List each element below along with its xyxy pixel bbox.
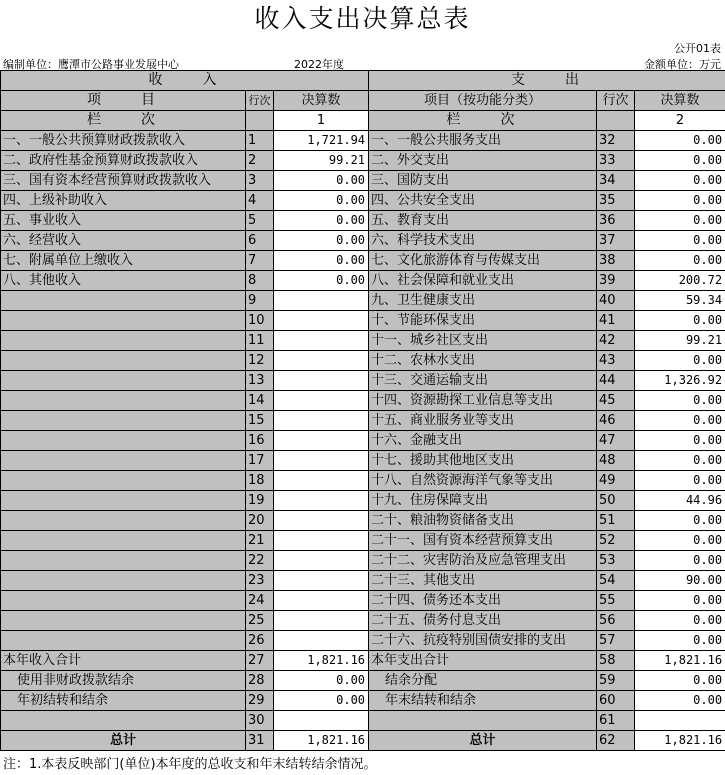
income-row-no: 28 bbox=[246, 671, 274, 691]
income-row-no: 12 bbox=[246, 351, 274, 371]
income-amount: 1,821.16 bbox=[274, 731, 369, 751]
income-amount: 1,821.16 bbox=[274, 651, 369, 671]
expense-item: 二十五、债务付息支出 bbox=[369, 611, 597, 631]
report-title: 收入支出决算总表 bbox=[254, 4, 471, 33]
income-row-no: 14 bbox=[246, 391, 274, 411]
expense-item: 七、文化旅游体育与传媒支出 bbox=[369, 251, 597, 271]
table-row bbox=[1, 231, 725, 251]
table-row bbox=[1, 271, 725, 291]
expense-row-no: 33 bbox=[597, 151, 635, 171]
expense-amount: 0.00 bbox=[635, 311, 725, 331]
expense-item bbox=[369, 711, 597, 731]
income-row-no: 6 bbox=[246, 231, 274, 251]
income-item: 六、经营收入 bbox=[1, 231, 246, 251]
income-amount bbox=[274, 611, 369, 631]
income-row-no: 26 bbox=[246, 631, 274, 651]
income-item: 八、其他收入 bbox=[1, 271, 246, 291]
income-row-no: 5 bbox=[246, 211, 274, 231]
income-amount: 99.21 bbox=[274, 151, 369, 171]
expense-item: 十九、住房保障支出 bbox=[369, 491, 597, 511]
income-row-no: 7 bbox=[246, 251, 274, 271]
expense-col-label: 栏 次 bbox=[369, 111, 597, 131]
expense-amount: 0.00 bbox=[635, 691, 725, 711]
income-item bbox=[1, 511, 246, 531]
income-item bbox=[1, 431, 246, 451]
income-item bbox=[1, 371, 246, 391]
table-row bbox=[1, 631, 725, 651]
income-amount bbox=[274, 311, 369, 331]
income-item: 四、上级补助收入 bbox=[1, 191, 246, 211]
income-row-no: 29 bbox=[246, 691, 274, 711]
expense-row-no: 34 bbox=[597, 171, 635, 191]
expense-item: 二十四、债务还本支出 bbox=[369, 591, 597, 611]
expense-row-no: 42 bbox=[597, 331, 635, 351]
expense-item: 十四、资源勘探工业信息等支出 bbox=[369, 391, 597, 411]
income-item bbox=[1, 451, 246, 471]
expense-amount: 0.00 bbox=[635, 471, 725, 491]
income-expense-table bbox=[0, 70, 725, 751]
expense-item: 年末结转和结余 bbox=[369, 691, 597, 711]
table-row bbox=[1, 491, 725, 511]
table-row bbox=[1, 411, 725, 431]
expense-row-no: 45 bbox=[597, 391, 635, 411]
expense-amount: 0.00 bbox=[635, 191, 725, 211]
expense-row-no: 48 bbox=[597, 451, 635, 471]
income-item: 本年收入合计 bbox=[1, 651, 246, 671]
income-item bbox=[1, 611, 246, 631]
expense-row-no: 36 bbox=[597, 211, 635, 231]
table-row bbox=[1, 331, 725, 351]
expense-amount: 0.00 bbox=[635, 351, 725, 371]
table-row bbox=[1, 351, 725, 371]
income-row-no: 23 bbox=[246, 571, 274, 591]
income-item bbox=[1, 391, 246, 411]
expense-item: 本年支出合计 bbox=[369, 651, 597, 671]
expense-row-no: 51 bbox=[597, 511, 635, 531]
expense-row-no: 52 bbox=[597, 531, 635, 551]
expense-row-no: 55 bbox=[597, 591, 635, 611]
income-amount-header: 决算数 bbox=[274, 91, 369, 111]
income-row-no: 21 bbox=[246, 531, 274, 551]
expense-item: 十二、农林水支出 bbox=[369, 351, 597, 371]
income-item bbox=[1, 411, 246, 431]
table-row bbox=[1, 311, 725, 331]
income-item: 三、国有资本经营预算财政拨款收入 bbox=[1, 171, 246, 191]
expense-row-no: 60 bbox=[597, 691, 635, 711]
expense-row-no: 59 bbox=[597, 671, 635, 691]
income-amount: 0.00 bbox=[274, 231, 369, 251]
expense-item: 九、卫生健康支出 bbox=[369, 291, 597, 311]
income-row-no: 9 bbox=[246, 291, 274, 311]
expense-amount: 1,821.16 bbox=[635, 651, 725, 671]
expense-amount: 0.00 bbox=[635, 531, 725, 551]
income-amount bbox=[274, 491, 369, 511]
expense-item: 二十、粮油物资储备支出 bbox=[369, 511, 597, 531]
income-item: 年初结转和结余 bbox=[1, 691, 246, 711]
expense-amount: 0.00 bbox=[635, 591, 725, 611]
expense-amount: 0.00 bbox=[635, 131, 725, 151]
income-item bbox=[1, 331, 246, 351]
expense-row-no: 62 bbox=[597, 731, 635, 751]
income-amount bbox=[274, 511, 369, 531]
income-item bbox=[1, 631, 246, 651]
expense-amount: 0.00 bbox=[635, 171, 725, 191]
expense-item: 十八、自然资源海洋气象等支出 bbox=[369, 471, 597, 491]
expense-col-number: 2 bbox=[635, 111, 725, 131]
income-row-no: 30 bbox=[246, 711, 274, 731]
expense-amount: 59.34 bbox=[635, 291, 725, 311]
income-row-no-header: 行次 bbox=[246, 91, 274, 111]
income-amount bbox=[274, 391, 369, 411]
income-row-no: 18 bbox=[246, 471, 274, 491]
income-item bbox=[1, 471, 246, 491]
income-amount bbox=[274, 711, 369, 731]
income-amount bbox=[274, 531, 369, 551]
expense-col-blank bbox=[597, 111, 635, 131]
income-row-no: 31 bbox=[246, 731, 274, 751]
expense-row-no: 47 bbox=[597, 431, 635, 451]
expense-amount: 0.00 bbox=[635, 611, 725, 631]
income-item bbox=[1, 571, 246, 591]
income-row-no: 8 bbox=[246, 271, 274, 291]
report-header-info bbox=[0, 38, 725, 70]
expense-amount: 0.00 bbox=[635, 251, 725, 271]
income-row-no: 2 bbox=[246, 151, 274, 171]
expense-row-no-header: 行次 bbox=[597, 91, 635, 111]
income-row-no: 13 bbox=[246, 371, 274, 391]
expense-row-no: 32 bbox=[597, 131, 635, 151]
income-item bbox=[1, 531, 246, 551]
income-row-no: 16 bbox=[246, 431, 274, 451]
column-index-row bbox=[1, 111, 725, 131]
expense-item: 五、教育支出 bbox=[369, 211, 597, 231]
income-amount: 0.00 bbox=[274, 691, 369, 711]
income-item: 五、事业收入 bbox=[1, 211, 246, 231]
expense-row-no: 37 bbox=[597, 231, 635, 251]
expense-item: 三、国防支出 bbox=[369, 171, 597, 191]
income-row-no: 17 bbox=[246, 451, 274, 471]
table-row bbox=[1, 551, 725, 571]
table-row bbox=[1, 651, 725, 671]
expense-item: 二、外交支出 bbox=[369, 151, 597, 171]
table-row bbox=[1, 571, 725, 591]
table-row bbox=[1, 671, 725, 691]
column-header-row bbox=[1, 91, 725, 111]
expense-amount: 1,821.16 bbox=[635, 731, 725, 751]
income-item bbox=[1, 291, 246, 311]
table-row bbox=[1, 371, 725, 391]
table-row bbox=[1, 431, 725, 451]
income-amount bbox=[274, 471, 369, 491]
expense-amount bbox=[635, 711, 725, 731]
table-row bbox=[1, 191, 725, 211]
total-row bbox=[1, 731, 725, 751]
income-amount bbox=[274, 591, 369, 611]
expense-item: 十、节能环保支出 bbox=[369, 311, 597, 331]
expense-amount: 0.00 bbox=[635, 511, 725, 531]
expense-row-no: 53 bbox=[597, 551, 635, 571]
expense-amount: 99.21 bbox=[635, 331, 725, 351]
expense-row-no: 39 bbox=[597, 271, 635, 291]
expense-row-no: 50 bbox=[597, 491, 635, 511]
income-item: 总计 bbox=[1, 731, 246, 751]
table-row bbox=[1, 251, 725, 271]
income-section-header: 收 入 bbox=[1, 71, 369, 91]
income-amount bbox=[274, 351, 369, 371]
expense-amount: 0.00 bbox=[635, 431, 725, 451]
income-row-no: 10 bbox=[246, 311, 274, 331]
income-col-number: 1 bbox=[274, 111, 369, 131]
income-col-label: 栏 次 bbox=[1, 111, 246, 131]
expense-amount: 0.00 bbox=[635, 391, 725, 411]
income-amount bbox=[274, 411, 369, 431]
income-amount: 0.00 bbox=[274, 671, 369, 691]
expense-item: 八、社会保障和就业支出 bbox=[369, 271, 597, 291]
income-item: 七、附属单位上缴收入 bbox=[1, 251, 246, 271]
income-item-header: 项 目 bbox=[1, 91, 246, 111]
income-amount bbox=[274, 371, 369, 391]
expense-row-no: 58 bbox=[597, 651, 635, 671]
expense-row-no: 43 bbox=[597, 351, 635, 371]
expense-amount: 90.00 bbox=[635, 571, 725, 591]
expense-row-no: 49 bbox=[597, 471, 635, 491]
expense-amount: 0.00 bbox=[635, 671, 725, 691]
expense-amount: 0.00 bbox=[635, 411, 725, 431]
income-amount: 0.00 bbox=[274, 211, 369, 231]
table-row bbox=[1, 691, 725, 711]
expense-item: 十三、交通运输支出 bbox=[369, 371, 597, 391]
expense-item: 十一、城乡社区支出 bbox=[369, 331, 597, 351]
section-header-row bbox=[1, 71, 725, 91]
income-amount: 0.00 bbox=[274, 271, 369, 291]
expense-row-no: 35 bbox=[597, 191, 635, 211]
expense-item: 结余分配 bbox=[369, 671, 597, 691]
income-amount: 0.00 bbox=[274, 171, 369, 191]
income-item bbox=[1, 351, 246, 371]
income-row-no: 27 bbox=[246, 651, 274, 671]
fiscal-year: 2022年度 bbox=[294, 58, 344, 71]
income-item bbox=[1, 311, 246, 331]
income-amount bbox=[274, 451, 369, 471]
expense-row-no: 38 bbox=[597, 251, 635, 271]
expense-amount: 0.00 bbox=[635, 231, 725, 251]
expense-item: 二十六、抗疫特别国债安排的支出 bbox=[369, 631, 597, 651]
income-row-no: 22 bbox=[246, 551, 274, 571]
income-amount: 0.00 bbox=[274, 251, 369, 271]
income-item: 二、政府性基金预算财政拨款收入 bbox=[1, 151, 246, 171]
expense-row-no: 57 bbox=[597, 631, 635, 651]
income-row-no: 1 bbox=[246, 131, 274, 151]
form-number: 公开01表 bbox=[674, 42, 721, 55]
income-amount: 0.00 bbox=[274, 191, 369, 211]
table-row bbox=[1, 511, 725, 531]
income-row-no: 20 bbox=[246, 511, 274, 531]
income-amount bbox=[274, 291, 369, 311]
income-amount bbox=[274, 571, 369, 591]
income-item: 一、一般公共预算财政拨款收入 bbox=[1, 131, 246, 151]
expense-row-no: 56 bbox=[597, 611, 635, 631]
expense-section-header: 支 出 bbox=[369, 71, 725, 91]
income-row-no: 15 bbox=[246, 411, 274, 431]
table-row bbox=[1, 611, 725, 631]
expense-item-header: 项目（按功能分类） bbox=[369, 91, 597, 111]
expense-item: 十五、商业服务业等支出 bbox=[369, 411, 597, 431]
income-item bbox=[1, 491, 246, 511]
expense-row-no: 54 bbox=[597, 571, 635, 591]
income-amount bbox=[274, 631, 369, 651]
table-row bbox=[1, 471, 725, 491]
income-row-no: 19 bbox=[246, 491, 274, 511]
table-row bbox=[1, 131, 725, 151]
table-row bbox=[1, 291, 725, 311]
table-row bbox=[1, 171, 725, 191]
expense-item: 总计 bbox=[369, 731, 597, 751]
footnote: 注：1.本表反映部门(单位)本年度的总收支和年末结转结余情况。 bbox=[3, 757, 377, 772]
expense-row-no: 46 bbox=[597, 411, 635, 431]
expense-row-no: 40 bbox=[597, 291, 635, 311]
expense-amount: 44.96 bbox=[635, 491, 725, 511]
expense-item: 十七、援助其他地区支出 bbox=[369, 451, 597, 471]
money-unit: 金额单位：万元 bbox=[644, 58, 721, 71]
expense-item: 四、公共安全支出 bbox=[369, 191, 597, 211]
expense-amount: 200.72 bbox=[635, 271, 725, 291]
income-row-no: 3 bbox=[246, 171, 274, 191]
table-row bbox=[1, 211, 725, 231]
expense-item: 二十三、其他支出 bbox=[369, 571, 597, 591]
compiling-unit: 编制单位：鹰潭市公路事业发展中心 bbox=[3, 58, 179, 71]
expense-amount: 1,326.92 bbox=[635, 371, 725, 391]
income-item bbox=[1, 711, 246, 731]
table-row bbox=[1, 451, 725, 471]
income-item: 使用非财政拨款结余 bbox=[1, 671, 246, 691]
table-row bbox=[1, 591, 725, 611]
expense-row-no: 61 bbox=[597, 711, 635, 731]
expense-amount-header: 决算数 bbox=[635, 91, 725, 111]
expense-amount: 0.00 bbox=[635, 151, 725, 171]
expense-item: 六、科学技术支出 bbox=[369, 231, 597, 251]
expense-item: 二十一、国有资本经营预算支出 bbox=[369, 531, 597, 551]
income-row-no: 4 bbox=[246, 191, 274, 211]
expense-item: 一、一般公共服务支出 bbox=[369, 131, 597, 151]
income-row-no: 25 bbox=[246, 611, 274, 631]
income-amount bbox=[274, 331, 369, 351]
expense-item: 二十二、灾害防治及应急管理支出 bbox=[369, 551, 597, 571]
income-row-no: 11 bbox=[246, 331, 274, 351]
table-row bbox=[1, 711, 725, 731]
income-item bbox=[1, 551, 246, 571]
expense-amount: 0.00 bbox=[635, 211, 725, 231]
expense-amount: 0.00 bbox=[635, 551, 725, 571]
income-amount: 1,721.94 bbox=[274, 131, 369, 151]
income-row-no: 24 bbox=[246, 591, 274, 611]
expense-amount: 0.00 bbox=[635, 451, 725, 471]
income-col-blank bbox=[246, 111, 274, 131]
table-row bbox=[1, 391, 725, 411]
expense-amount: 0.00 bbox=[635, 631, 725, 651]
expense-item: 十六、金融支出 bbox=[369, 431, 597, 451]
expense-row-no: 41 bbox=[597, 311, 635, 331]
table-row bbox=[1, 151, 725, 171]
income-item bbox=[1, 591, 246, 611]
expense-row-no: 44 bbox=[597, 371, 635, 391]
income-amount bbox=[274, 551, 369, 571]
income-amount bbox=[274, 431, 369, 451]
table-row bbox=[1, 531, 725, 551]
